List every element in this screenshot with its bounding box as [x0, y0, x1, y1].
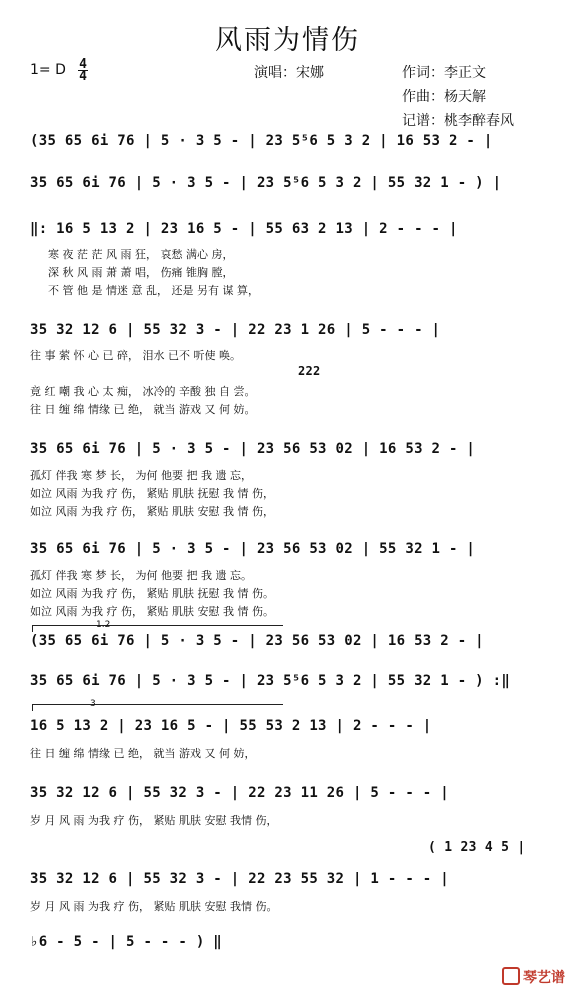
lyric-line: 寒 夜 茫 茫 风 雨 狂， 哀愁 满心 房，: [48, 248, 234, 261]
score-line: 35 32 12 6 | 55 32 3 - | 22 23 55 32 | 1 - - - |: [30, 871, 449, 887]
site-logo: [502, 967, 565, 987]
lyric-line: 岁 月 风 雨 为我 疗 伤， 紧贴 肌肤 安慰 我情 伤，: [30, 814, 278, 827]
time-bottom: 4: [79, 69, 87, 84]
key-signature: 1= D: [30, 62, 66, 78]
logo-text: 琴艺谱: [523, 970, 565, 986]
pickup-notes: ( 1 23 4 5 |: [428, 840, 526, 855]
score-line: 35 65 6i 76 | 5 · 3 5 - | 23 5⁵6 5 3 2 | 55 32 1 - ) :‖: [30, 673, 511, 689]
lyric-line: 深 秋 风 雨 萧 萧 唱， 伤痛 锥胸 膛，: [48, 266, 234, 279]
score-line: 35 65 6i 76 | 5 · 3 5 - | 23 56 53 02 | 55 32 1 - |: [30, 541, 476, 557]
lyric-line: 竟 红 嘲 我 心 太 痴， 冰冷的 辛酸 独 自 尝。: [30, 385, 256, 398]
lyric-line: 孤灯 伴我 寒 梦 长， 为何 他要 把 我 遗 忘。: [30, 569, 252, 582]
composer-credit: 作曲：杨天解: [402, 89, 486, 105]
lyric-line: 往 日 缠 绵 情缘 已 绝， 就当 游戏 又 何 妨，: [30, 747, 256, 760]
volta-bracket-1: [32, 625, 283, 632]
lyric-line: 如泣 风雨 为我 疗 伤， 紧贴 肌肤 抚慰 我 情 伤，: [30, 487, 274, 500]
score-line: 35 65 6i 76 | 5 · 3 5 - | 23 56 53 02 | 16 53 2 - |: [30, 441, 476, 457]
score-line: 35 32 12 6 | 55 32 3 - | 22 23 1 26 | 5 - - - |: [30, 322, 441, 338]
score-line: (35 65 6i 76 | 5 · 3 5 - | 23 56 53 02 | 16 53 2 - |: [30, 633, 484, 649]
score-line: ♭6 - 5 - | 5 - - - ) ‖: [30, 934, 223, 950]
volta-label-1: 1.2: [96, 620, 111, 630]
score-line: ‖: 16 5 13 2 | 23 16 5 - | 55 63 2 13 | 2 - - - |: [30, 221, 458, 237]
time-signature: [78, 59, 88, 82]
score-line: 35 65 6i 76 | 5 · 3 5 - | 23 5⁵6 5 3 2 | 55 32 1 - ) |: [30, 175, 502, 191]
lyric-line: 孤灯 伴我 寒 梦 长， 为何 他要 把 我 遗 忘，: [30, 469, 252, 482]
lyric-line: 岁 月 风 雨 为我 疗 伤， 紧贴 肌肤 安慰 我情 伤。: [30, 900, 278, 913]
volta-label-2: 3: [90, 699, 96, 709]
score-line: 16 5 13 2 | 23 16 5 - | 55 53 2 13 | 2 - - - |: [30, 718, 432, 734]
logo-icon: [502, 967, 520, 985]
lyric-line: 如泣 风雨 为我 疗 伤， 紧贴 肌肤 安慰 我 情 伤。: [30, 605, 274, 618]
lyric-line: 往 事 萦 怀 心 已 碎， 泪水 已不 听使 唤。: [30, 349, 241, 362]
score-line: 35 32 12 6 | 55 32 3 - | 22 23 11 26 | 5 - - - |: [30, 785, 449, 801]
lyric-line: 如泣 风雨 为我 疗 伤， 紧贴 肌肤 安慰 我 情 伤，: [30, 505, 274, 518]
song-title: 风雨为情伤: [215, 25, 360, 56]
lyricist-credit: 作词：李正文: [402, 65, 486, 81]
volta-bracket-2: [32, 704, 283, 711]
lyric-line: 如泣 风雨 为我 疗 伤， 紧贴 肌肤 抚慰 我 情 伤。: [30, 587, 274, 600]
lyric-line: 往 日 缠 绵 情缘 已 绝， 就当 游戏 又 何 妨。: [30, 403, 256, 416]
time-top: 4: [79, 57, 87, 72]
lyric-line: 不 管 他 是 情迷 意 乱， 还是 另有 谋 算，: [48, 284, 259, 297]
transcriber-credit: 记谱：桃李醉春风: [402, 113, 514, 129]
alt-notes: 222: [298, 364, 321, 378]
score-line: (35 65 6i 76 | 5 · 3 5 - | 23 5⁵6 5 3 2 | 16 53 2 - |: [30, 133, 493, 149]
singer-credit: 演唱：宋娜: [254, 65, 324, 81]
